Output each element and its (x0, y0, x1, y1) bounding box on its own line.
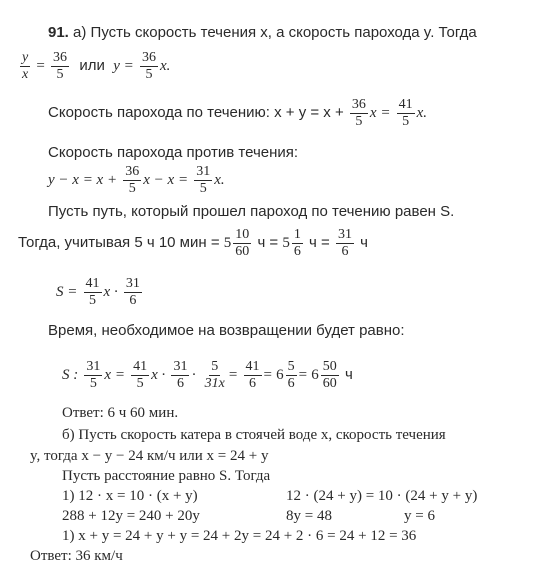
part-b-eq2-b: 8y = 48 (286, 508, 332, 524)
part-b-eq2-a: 288 + 12y = 240 + 20y (62, 508, 200, 524)
mixed-6-50-60: 6 $\frac{50}{60}$ (311, 358, 337, 391)
part-b-eq1-right: 12 · (24 + y) = 10 · (24 + y + y) (286, 488, 478, 504)
fraction-31-6: $\frac{31}{6}$ (173, 358, 188, 391)
fraction-y-over-x: $\frac{y}{x}$ (22, 49, 29, 82)
problem-intro: а) Пусть скорость течения x, а скорость парохода y. Тогда (73, 24, 477, 41)
speed-against-current: y − x = x + $\frac{36}{5}$ x − x = $\frac{31}{5}$ x. (48, 163, 225, 196)
part-b-eq3: 1) x + y = 24 + y + y = 24 + 2y = 24 + 2 · 6 = 24 + 12 = 36 (62, 528, 417, 544)
fraction-31-6: $\frac{31}{6}$ (125, 275, 140, 308)
path-equation: S = $\frac{41}{5}$ x · $\frac{31}{6}$ (56, 275, 140, 308)
fraction-31-5: $\frac{31}{5}$ (86, 358, 101, 391)
return-time-label: Время, необходимое на возвращении будет равно: (48, 322, 405, 339)
part-b-eq2-c: y = 6 (404, 508, 435, 524)
fraction-31-5: $\frac{31}{5}$ (196, 163, 211, 196)
answer-a: Ответ: 6 ч 60 мин. (62, 405, 179, 421)
part-b-line-3: Пусть расстояние равно S. Тогда (62, 468, 271, 484)
mixed-5-1-6: 5 $\frac{1}{6}$ (282, 226, 301, 259)
part-b-line-1: б) Пусть скорость катера в стоячей воде x, скорость течения (62, 427, 446, 443)
fraction-41-5: $\frac{41}{5}$ (133, 358, 148, 391)
speed-along-current: Скорость парохода по течению: x + y = x + $\frac{36}{5}$ x = $\frac{41}{5}$ x. (48, 96, 428, 129)
fraction-36-5: $\frac{36}{5}$ (125, 163, 140, 196)
answer-b: Ответ: 36 км/ч (30, 548, 123, 564)
fraction-41-5: $\frac{41}{5}$ (85, 275, 100, 308)
fraction-31-6: $\frac{31}{6}$ (337, 226, 352, 259)
part-b-eq1-left: 1) 12 · x = 10 · (x + y) (62, 488, 198, 504)
speed-against-label: Скорость парохода против течения: (48, 144, 299, 161)
fraction-36-5: $\frac{36}{5}$ (53, 49, 68, 82)
time-conversion: Тогда, учитывая 5 ч 10 мин = 5 $\frac{10}{60}$ ч = 5 $\frac{1}{6}$ ч = $\frac{31}{6}$ ч (18, 225, 368, 261)
fraction-36-5: $\frac{36}{5}$ (141, 49, 156, 82)
fraction-41-5: $\frac{41}{5}$ (398, 96, 413, 129)
problem-intro-line (48, 24, 477, 42)
path-line: Пусть путь, который прошел пароход по течению равен S. (48, 203, 455, 220)
part-b-line-2: y, тогда x − y − 24 км/ч или x = 24 + y (30, 448, 269, 464)
fraction-36-5: $\frac{36}{5}$ (351, 96, 366, 129)
fraction-5-31x: $\frac{5}{31x}$ (204, 358, 225, 391)
mixed-6-5-6: 6 $\frac{5}{6}$ (276, 358, 295, 391)
return-time-equation: S : $\frac{31}{5}$ x = $\frac{41}{5}$ x · $\frac{31}{6}$ · $\frac{5}{31x}$ = $\frac{41}{6}$ = 6 $\frac{5}{6}$ = 6 $\frac{50}{60}$ ч (62, 357, 353, 393)
problem-number: 91. (48, 24, 69, 41)
equation-ratio: $\frac{y}{x}$ = $\frac{36}{5}$ или y = $\frac{36}{5}$ x. (22, 49, 171, 82)
mixed-5-10-60: 5 $\frac{10}{60}$ (223, 226, 250, 259)
fraction-41-6: $\frac{41}{6}$ (245, 358, 260, 391)
